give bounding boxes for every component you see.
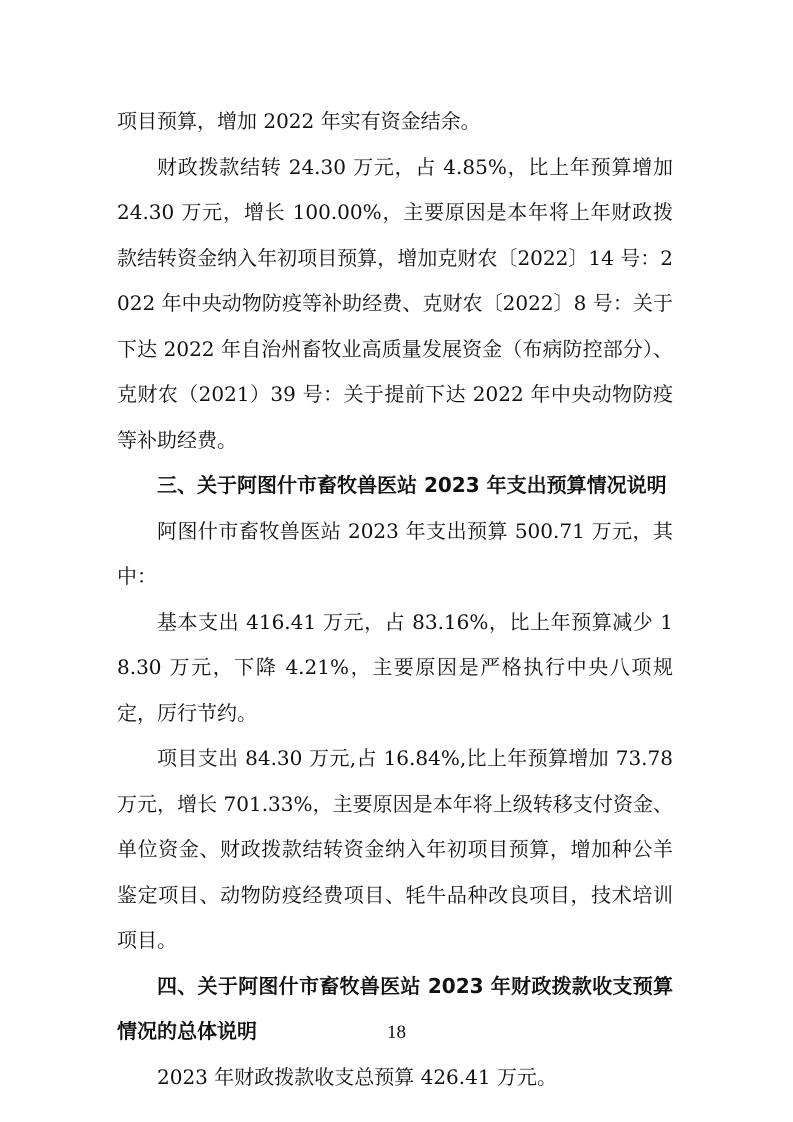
paragraph-fiscal-carryover: 财政拨款结转 24.30 万元，占 4.85%，比上年预算增加 24.30 万元，增长 100.00%，主要原因是本年将上年财政拨款结转资金纳入年初项目预算，增加克财农〔2022〕14 号：2022 年中央动物防疫等补助经费、克财农〔2022〕8 号：关于下达 2022 年自治州畜牧业高质量发展资金（布病防控部分）、克财农（2021）39 号：关于提前下达 2022 年中央动物防疫等补助经费。 (117, 154, 673, 452)
paragraph-basic-expenditure: 基本支出 416.41 万元，占 83.16%，比上年预算减少 18.30 万元，下降 4.21%，主要原因是严格执行中央八项规定，厉行节约。 (117, 609, 673, 725)
paragraph-project-budget-continuation: 项目预算，增加 2022 年实有资金结余。 (117, 109, 481, 133)
paragraph-project-expenditure: 项目支出 84.30 万元,占 16.84%,比上年预算增加 73.78 万元，增长 701.33%，主要原因是本年将上级转移支付资金、单位资金、财政拨款结转资金纳入年初项目预算，增加种公羊鉴定项目、动物防疫经费项目、牦牛品种改良项目，技术培训项目。 (117, 746, 673, 952)
section-heading-3: 三、关于阿图什市畜牧兽医站 2023 年支出预算情况说明 (157, 473, 667, 497)
paragraph-expenditure-total: 阿图什市畜牧兽医站 2023 年支出预算 500.71 万元，其中： (117, 518, 673, 588)
section-heading-4: 四、关于阿图什市畜牧兽医站 2023 年财政拨款收支预算情况的总体说明 (117, 973, 673, 1043)
document-body (117, 99, 673, 1100)
page-number: 18 (387, 1022, 406, 1043)
paragraph-fiscal-total-budget: 2023 年财政拨款收支总预算 426.41 万元。 (157, 1064, 557, 1089)
